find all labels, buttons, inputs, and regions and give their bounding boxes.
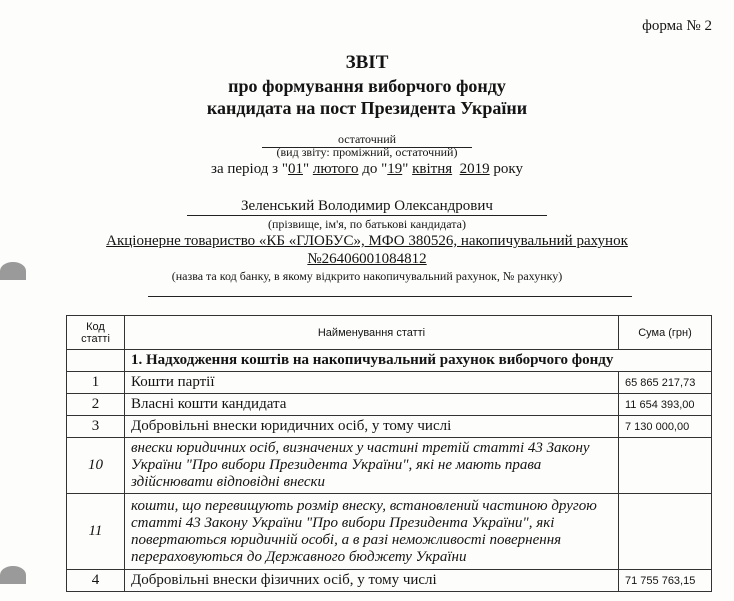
- section-title: 1. Надходження коштів на накопичувальний рахунок виборчого фонду: [125, 350, 712, 372]
- period-year: 2019: [459, 161, 490, 177]
- row-sum: 7 130 000,00: [619, 416, 712, 438]
- period-prefix: за період з ": [211, 161, 288, 177]
- candidate-field: [0, 198, 734, 216]
- row-sum: [619, 438, 712, 494]
- table-row: [67, 494, 712, 570]
- header-sum: Сума (грн): [619, 316, 712, 350]
- period-to-word: до ": [358, 161, 388, 177]
- row-sum: [619, 494, 712, 570]
- report-subtitle-1: про формування виборчого фонду: [228, 76, 506, 96]
- table-row: [67, 394, 712, 416]
- table-header-row: [67, 316, 712, 350]
- bank-account-number: №26406001084812: [307, 251, 427, 267]
- row-code: 1: [67, 372, 125, 394]
- binder-hole-mark: [0, 566, 26, 584]
- report-title: ЗВІТ: [345, 52, 389, 73]
- row-name: Власні кошти кандидата: [125, 394, 619, 416]
- candidate-name: Зеленський Володимир Олександрович: [187, 198, 547, 216]
- report-type-value: остаточний: [262, 132, 472, 148]
- divider-line: [148, 296, 632, 297]
- table-row: [67, 372, 712, 394]
- report-type-caption: (вид звіту: проміжний, остаточний): [276, 145, 458, 159]
- row-name: Добровільні внески юридичних осіб, у тому числі: [125, 416, 619, 438]
- report-subtitle-2: кандидата на пост Президента України: [206, 98, 528, 118]
- period-from-sep: ": [302, 161, 313, 177]
- row-sum: 11 654 393,00: [619, 394, 712, 416]
- period-line: [0, 161, 734, 178]
- table-row: [67, 438, 712, 494]
- form-number: форма № 2: [642, 18, 712, 34]
- row-code: 3: [67, 416, 125, 438]
- row-sum: 65 865 217,73: [619, 372, 712, 394]
- section-row: [67, 350, 712, 372]
- row-name: кошти, що перевищують розмір внеску, встановлений частиною другою статті 43 Закону України "Про вибори Президента України", які повертаються юридичній особі, а в разі неможливості повернення перераховуються до Державного бюджету України: [125, 494, 619, 570]
- row-name: Кошти партії: [125, 372, 619, 394]
- header-name: Найменування статті: [125, 316, 619, 350]
- period-to-sep: ": [402, 161, 413, 177]
- row-code: 4: [67, 570, 125, 592]
- row-code: 11: [67, 494, 125, 570]
- row-name: внески юридичних осіб, визначених у частині третій статті 43 Закону України "Про вибори Президента України", які не мають права здійснювати відповідні внески: [125, 438, 619, 494]
- row-name: Добровільні внески фізичних осіб, у тому числі: [125, 570, 619, 592]
- period-to-month: квітня: [412, 161, 453, 177]
- period-from-day: 01: [287, 161, 303, 177]
- binder-hole-mark: [0, 262, 26, 280]
- period-from-month: лютого: [312, 161, 359, 177]
- period-to-day: 19: [387, 161, 403, 177]
- bank-caption: (назва та код банку, в якому відкрито накопичувальний рахунок, № рахунку): [171, 269, 563, 283]
- fund-report-table: [66, 315, 712, 592]
- header-code: Код статті: [67, 316, 125, 350]
- row-code: 10: [67, 438, 125, 494]
- period-suffix: року: [489, 161, 523, 177]
- candidate-caption: (прізвище, ім'я, по батькові кандидата): [268, 217, 466, 231]
- bank-line-1: Акціонерне товариство «КБ «ГЛОБУС», МФО 380526, накопичувальний рахунок: [106, 233, 628, 249]
- table-row: [67, 416, 712, 438]
- row-sum: 71 755 763,15: [619, 570, 712, 592]
- table-row: [67, 570, 712, 592]
- row-code: 2: [67, 394, 125, 416]
